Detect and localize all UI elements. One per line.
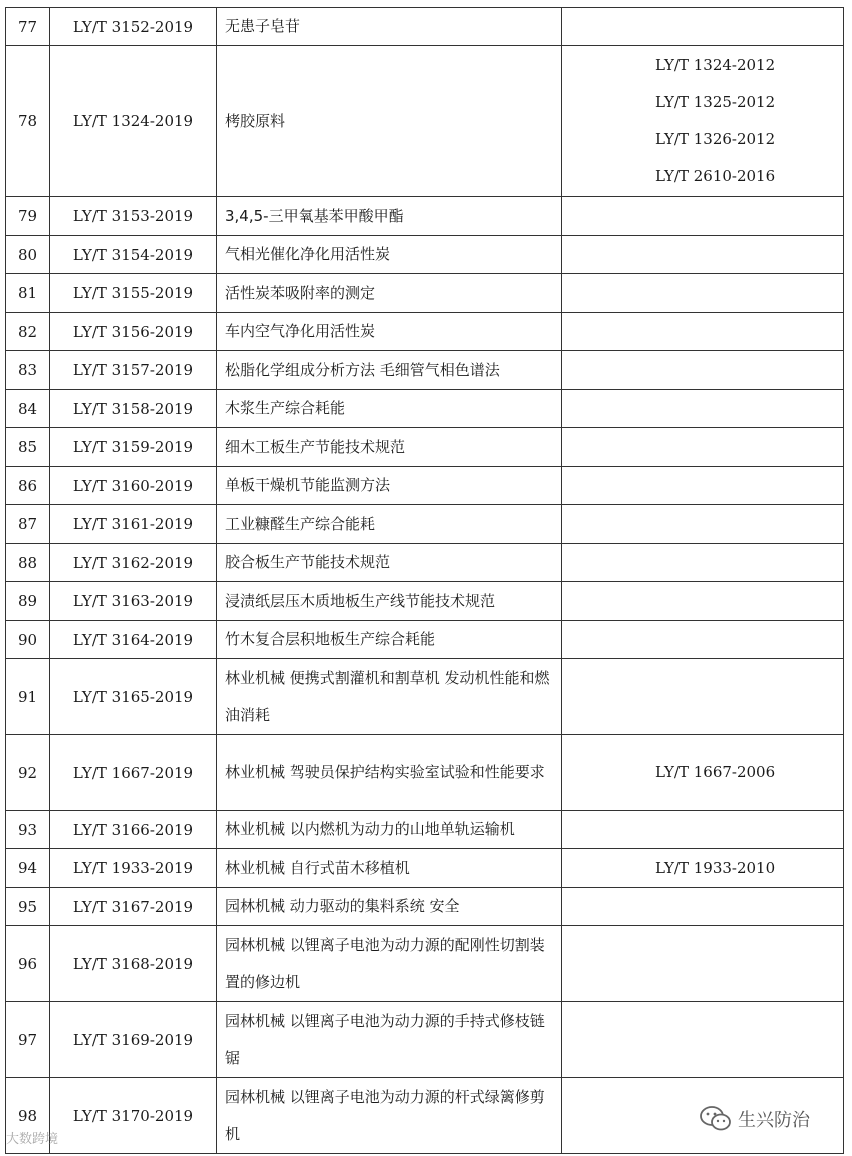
replaced-standards: [562, 926, 844, 1002]
standard-name: 竹木复合层积地板生产综合耗能: [217, 621, 562, 659]
standard-code: LY/T 3156-2019: [50, 313, 217, 351]
standard-name: 园林机械 动力驱动的集料系统 安全: [217, 888, 562, 926]
row-number: 82: [6, 313, 50, 351]
table-row: [6, 236, 844, 274]
replaced-standards: [562, 236, 844, 274]
replaced-standard-code: LY/T 1326-2012: [655, 130, 776, 148]
row-number: 79: [6, 197, 50, 236]
replaced-standards: [562, 46, 844, 197]
watermark-right: [700, 1106, 810, 1132]
standard-name: 活性炭苯吸附率的测定: [217, 274, 562, 313]
standard-code: LY/T 3159-2019: [50, 428, 217, 467]
standard-code: LY/T 3170-2019: [50, 1078, 217, 1154]
replaced-standards: [562, 274, 844, 313]
standard-code: LY/T 3158-2019: [50, 390, 217, 428]
standard-name: 胶合板生产节能技术规范: [217, 544, 562, 582]
replaced-standard-code: LY/T 1324-2012: [655, 56, 776, 74]
standard-code: LY/T 3154-2019: [50, 236, 217, 274]
replaced-standards: [562, 582, 844, 621]
table-row: [6, 735, 844, 811]
table-row: [6, 197, 844, 236]
row-number: 84: [6, 390, 50, 428]
table-row: [6, 621, 844, 659]
table-row: [6, 926, 844, 1002]
replaced-standards: [562, 659, 844, 735]
table-row: [6, 582, 844, 621]
standard-code: LY/T 3169-2019: [50, 1002, 217, 1078]
standard-name: 气相光催化净化用活性炭: [217, 236, 562, 274]
replaced-standards: [562, 1002, 844, 1078]
row-number: 83: [6, 351, 50, 390]
replaced-standards: [562, 544, 844, 582]
standard-code: LY/T 3161-2019: [50, 505, 217, 544]
replaced-standards: [562, 428, 844, 467]
replaced-standards: [562, 849, 844, 888]
standard-code: LY/T 3152-2019: [50, 8, 217, 46]
row-number: 91: [6, 659, 50, 735]
table-row: [6, 505, 844, 544]
standard-name: 林业机械 驾驶员保护结构实验室试验和性能要求: [217, 735, 562, 811]
standard-code: LY/T 3167-2019: [50, 888, 217, 926]
replaced-standards: [562, 811, 844, 849]
standard-code: LY/T 3157-2019: [50, 351, 217, 390]
row-number: 94: [6, 849, 50, 888]
standard-name: 园林机械 以锂离子电池为动力源的配刚性切割装置的修边机: [217, 926, 562, 1002]
table-row: [6, 351, 844, 390]
row-number: 90: [6, 621, 50, 659]
table-row: [6, 849, 844, 888]
table-row: [6, 544, 844, 582]
row-number: 98: [6, 1078, 50, 1154]
standard-name: 车内空气净化用活性炭: [217, 313, 562, 351]
replaced-standard-code: LY/T 1325-2012: [655, 93, 776, 111]
standard-name: 木浆生产综合耗能: [217, 390, 562, 428]
standard-code: LY/T 1324-2019: [50, 46, 217, 197]
standard-code: LY/T 3166-2019: [50, 811, 217, 849]
table-row: [6, 888, 844, 926]
standard-name: 细木工板生产节能技术规范: [217, 428, 562, 467]
table-row: [6, 1002, 844, 1078]
row-number: 95: [6, 888, 50, 926]
row-number: 86: [6, 467, 50, 505]
watermark-right-text: 生兴防治: [738, 1110, 810, 1131]
row-number: 78: [6, 46, 50, 197]
row-number: 89: [6, 582, 50, 621]
standard-name: 单板干燥机节能监测方法: [217, 467, 562, 505]
standard-code: LY/T 3163-2019: [50, 582, 217, 621]
replaced-standards: [562, 467, 844, 505]
standard-code: LY/T 3162-2019: [50, 544, 217, 582]
row-number: 77: [6, 8, 50, 46]
standard-name: 栲胶原料: [217, 46, 562, 197]
standard-code: LY/T 1933-2019: [50, 849, 217, 888]
standard-name: 林业机械 便携式割灌机和割草机 发动机性能和燃油消耗: [217, 659, 562, 735]
table-row: [6, 8, 844, 46]
row-number: 97: [6, 1002, 50, 1078]
standard-name: 工业糠醛生产综合能耗: [217, 505, 562, 544]
standards-table: [5, 7, 844, 1154]
table-row: [6, 274, 844, 313]
row-number: 81: [6, 274, 50, 313]
replaced-standard-code: LY/T 1667-2006: [655, 763, 776, 781]
table-row: [6, 390, 844, 428]
table-row: [6, 46, 844, 197]
standard-code: LY/T 3165-2019: [50, 659, 217, 735]
standards-table-body: [6, 8, 844, 1154]
replaced-standards: [562, 621, 844, 659]
standard-name: 林业机械 以内燃机为动力的山地单轨运输机: [217, 811, 562, 849]
row-number: 85: [6, 428, 50, 467]
standard-name: 浸渍纸层压木质地板生产线节能技术规范: [217, 582, 562, 621]
table-row: [6, 428, 844, 467]
watermark-left: [6, 1128, 58, 1147]
standard-code: LY/T 3164-2019: [50, 621, 217, 659]
standard-code: LY/T 3160-2019: [50, 467, 217, 505]
watermark-left-text: 大数跨境: [6, 1132, 59, 1147]
replaced-standards: [562, 735, 844, 811]
row-number: 87: [6, 505, 50, 544]
replaced-standards: [562, 313, 844, 351]
standard-code: LY/T 1667-2019: [50, 735, 217, 811]
standard-name: 松脂化学组成分析方法 毛细管气相色谱法: [217, 351, 562, 390]
replaced-standards: [562, 8, 844, 46]
replaced-standards: [562, 197, 844, 236]
standard-code: LY/T 3155-2019: [50, 274, 217, 313]
table-row: [6, 313, 844, 351]
standard-name: 无患子皂苷: [217, 8, 562, 46]
standard-name: 园林机械 以锂离子电池为动力源的杆式绿篱修剪机: [217, 1078, 562, 1154]
standard-code: LY/T 3153-2019: [50, 197, 217, 236]
standard-name: 3,4,5-三甲氧基苯甲酸甲酯: [217, 197, 562, 236]
replaced-standard-code: LY/T 2610-2016: [655, 167, 776, 185]
standard-code: LY/T 3168-2019: [50, 926, 217, 1002]
row-number: 80: [6, 236, 50, 274]
replaced-standard-code: LY/T 1933-2010: [655, 858, 776, 877]
table-row: [6, 811, 844, 849]
row-number: 92: [6, 735, 50, 811]
table-row: [6, 467, 844, 505]
standard-name: 园林机械 以锂离子电池为动力源的手持式修枝链锯: [217, 1002, 562, 1078]
row-number: 96: [6, 926, 50, 1002]
replaced-standards: [562, 888, 844, 926]
replaced-standards: [562, 505, 844, 544]
replaced-standards: [562, 390, 844, 428]
table-row: [6, 659, 844, 735]
replaced-standards: [562, 351, 844, 390]
standard-name: 林业机械 自行式苗木移植机: [217, 849, 562, 888]
row-number: 93: [6, 811, 50, 849]
row-number: 88: [6, 544, 50, 582]
wechat-icon: [700, 1106, 732, 1132]
